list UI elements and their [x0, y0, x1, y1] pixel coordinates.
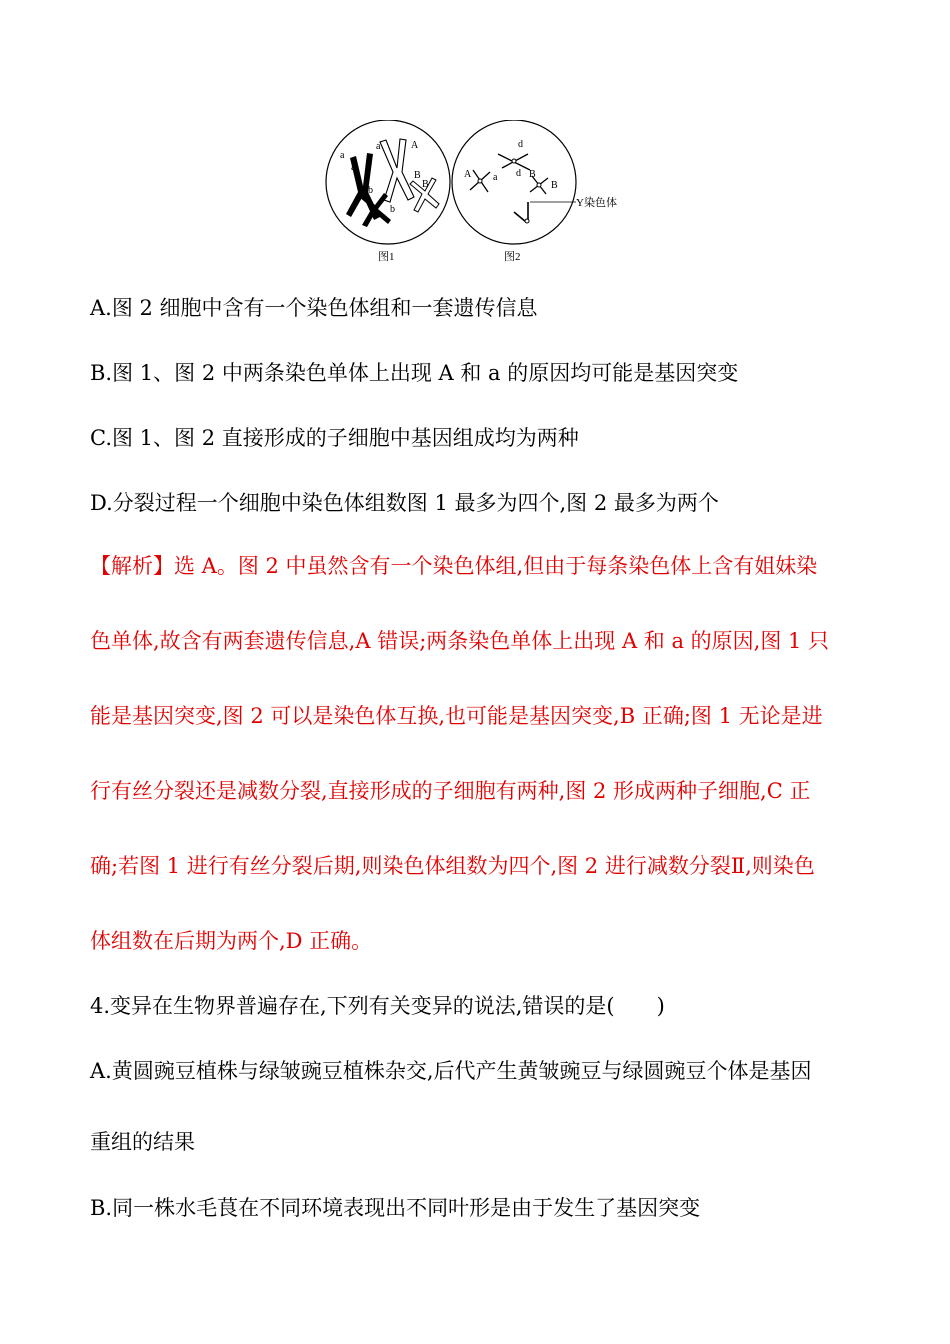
option-d: D.分裂过程一个细胞中染色体组数图 1 最多为四个,图 2 最多为两个 — [90, 491, 719, 515]
fig2-caption: 图2 — [504, 251, 521, 263]
fig2-gene-label: a — [493, 172, 498, 183]
question-4-option-a: A.黄圆豌豆植株与绿皱豌豆植株杂交,后代产生黄皱豌豆与绿圆豌豆个体是基因 — [90, 1059, 812, 1083]
option-c: C.图 1、图 2 直接形成的子细胞中基因组成均为两种 — [90, 426, 579, 450]
option-a: A.图 2 细胞中含有一个染色体组和一套遗传信息 — [90, 296, 538, 320]
fig1-gene-label: b — [368, 185, 373, 196]
fig1-gene-label: B — [422, 179, 429, 190]
analysis-line: 确;若图 1 进行有丝分裂后期,则染色体组数为四个,图 2 进行减数分裂Ⅱ,则染色 — [90, 854, 815, 878]
fig1-gene-label: b — [390, 204, 395, 215]
y-chromosome-label: Y染色体 — [576, 197, 617, 209]
fig2-gene-label: A — [464, 169, 472, 180]
fig1-gene-label: a — [376, 141, 381, 152]
fig1-cell — [326, 120, 450, 263]
chromosome-figure — [318, 120, 638, 270]
analysis-line: 体组数在后期为两个,D 正确。 — [90, 929, 373, 953]
fig2-gene-label: d — [516, 168, 521, 179]
fig2-gene-label: B — [529, 169, 536, 180]
fig1-caption: 图1 — [378, 251, 395, 263]
analysis-line: 色单体,故含有两套遗传信息,A 错误;两条染色单体上出现 A 和 a 的原因,图 1 只 — [90, 629, 830, 653]
fig2-gene-label: B — [551, 180, 558, 191]
question-4-option-a-cont: 重组的结果 — [90, 1130, 195, 1154]
analysis-line: 能是基因突变,图 2 可以是染色体互换,也可能是基因突变,B 正确;图 1 无论是进 — [90, 704, 823, 728]
fig2-cell — [452, 120, 617, 263]
question-4-stem: 4.变异在生物界普遍存在,下列有关变异的说法,错误的是( ) — [90, 994, 665, 1018]
fig2-gene-label: d — [518, 139, 523, 150]
analysis-line: 行有丝分裂还是减数分裂,直接形成的子细胞有两种,图 2 形成两种子细胞,C 正 — [90, 779, 811, 803]
fig1-gene-label: a — [340, 150, 345, 161]
question-4-option-b: B.同一株水毛茛在不同环境表现出不同叶形是由于发生了基因突变 — [90, 1196, 701, 1220]
option-b: B.图 1、图 2 中两条染色单体上出现 A 和 a 的原因均可能是基因突变 — [90, 361, 739, 385]
fig1-gene-label: a — [351, 162, 356, 173]
analysis-line: 【解析】选 A。图 2 中虽然含有一个染色体组,但由于每条染色体上含有姐妹染 — [90, 554, 818, 578]
fig1-gene-label: B — [414, 170, 421, 181]
fig1-gene-label: A — [411, 140, 419, 151]
